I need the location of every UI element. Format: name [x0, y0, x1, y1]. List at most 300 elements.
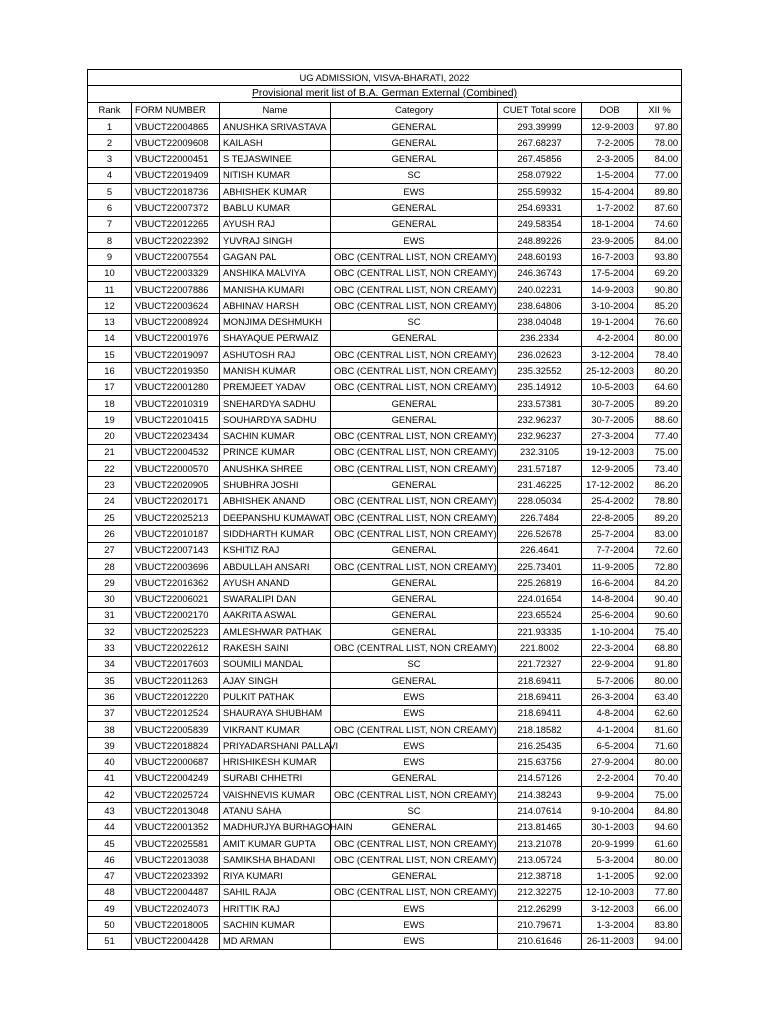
rank-cell: 44: [88, 819, 132, 835]
dob-cell: 6-5-2004: [582, 738, 638, 754]
xii-percent-cell: 75.40: [638, 624, 682, 640]
xii-percent-cell: 80.00: [638, 672, 682, 688]
dob-cell: 16-7-2003: [582, 249, 638, 265]
dob-cell: 30-7-2005: [582, 412, 638, 428]
rank-cell: 46: [88, 852, 132, 868]
name-cell: ANUSHKA SHREE: [220, 461, 331, 477]
rank-cell: 21: [88, 444, 132, 460]
rank-cell: 30: [88, 591, 132, 607]
form-number-cell: VBUCT22003624: [132, 298, 220, 314]
cuet-score-cell: 248.60193: [498, 249, 582, 265]
xii-percent-cell: 84.00: [638, 232, 682, 248]
table-row: [88, 558, 682, 574]
cuet-score-cell: 235.14912: [498, 379, 582, 395]
form-number-cell: VBUCT22004865: [132, 118, 220, 134]
cuet-score-cell: 258.07922: [498, 167, 582, 183]
name-cell: PULKIT PATHAK: [220, 689, 331, 705]
form-number-cell: VBUCT22000451: [132, 151, 220, 167]
dob-cell: 25-12-2003: [582, 363, 638, 379]
table-row: [88, 868, 682, 884]
xii-percent-cell: 83.00: [638, 526, 682, 542]
category-cell: OBC (CENTRAL LIST, NON CREAMY): [331, 787, 498, 803]
table-row: [88, 689, 682, 705]
name-cell: AYUSH RAJ: [220, 216, 331, 232]
form-number-cell: VBUCT22012524: [132, 705, 220, 721]
table-row: [88, 672, 682, 688]
col-header-xii-percent: XII %: [638, 102, 682, 118]
table-row: [88, 542, 682, 558]
cuet-score-cell: 214.57126: [498, 770, 582, 786]
dob-cell: 9-9-2004: [582, 787, 638, 803]
cuet-score-cell: 212.26299: [498, 901, 582, 917]
cuet-score-cell: 246.36743: [498, 265, 582, 281]
xii-percent-cell: 89.20: [638, 395, 682, 411]
dob-cell: 2-2-2004: [582, 770, 638, 786]
form-number-cell: VBUCT22003329: [132, 265, 220, 281]
cuet-score-cell: 225.73401: [498, 558, 582, 574]
form-number-cell: VBUCT22001352: [132, 819, 220, 835]
xii-percent-cell: 77.40: [638, 428, 682, 444]
cuet-score-cell: 221.72327: [498, 656, 582, 672]
form-number-cell: VBUCT22025223: [132, 624, 220, 640]
table-row: [88, 135, 682, 151]
xii-percent-cell: 91.80: [638, 656, 682, 672]
table-row: [88, 216, 682, 232]
column-header-row: [88, 102, 682, 118]
form-number-cell: VBUCT22004428: [132, 933, 220, 949]
form-number-cell: VBUCT22003696: [132, 558, 220, 574]
cuet-score-cell: 236.02623: [498, 347, 582, 363]
form-number-cell: VBUCT22025213: [132, 510, 220, 526]
category-cell: OBC (CENTRAL LIST, NON CREAMY): [331, 363, 498, 379]
table-row: [88, 738, 682, 754]
rank-cell: 36: [88, 689, 132, 705]
dob-cell: 25-6-2004: [582, 607, 638, 623]
name-cell: VIKRANT KUMAR: [220, 721, 331, 737]
table-row: [88, 265, 682, 281]
cuet-score-cell: 254.69331: [498, 200, 582, 216]
form-number-cell: VBUCT22017603: [132, 656, 220, 672]
xii-percent-cell: 92.00: [638, 868, 682, 884]
category-cell: OBC (CENTRAL LIST, NON CREAMY): [331, 444, 498, 460]
category-cell: OBC (CENTRAL LIST, NON CREAMY): [331, 884, 498, 900]
form-number-cell: VBUCT22025581: [132, 835, 220, 851]
category-cell: GENERAL: [331, 819, 498, 835]
dob-cell: 7-2-2005: [582, 135, 638, 151]
form-number-cell: VBUCT22006021: [132, 591, 220, 607]
form-number-cell: VBUCT22023392: [132, 868, 220, 884]
table-row: [88, 917, 682, 933]
rank-cell: 35: [88, 672, 132, 688]
name-cell: AYUSH ANAND: [220, 575, 331, 591]
form-number-cell: VBUCT22010415: [132, 412, 220, 428]
dob-cell: 25-4-2002: [582, 493, 638, 509]
merit-list-table: [87, 69, 682, 950]
name-cell: YUVRAJ SINGH: [220, 232, 331, 248]
form-number-cell: VBUCT22019350: [132, 363, 220, 379]
table-row: [88, 200, 682, 216]
xii-percent-cell: 66.00: [638, 901, 682, 917]
cuet-score-cell: 212.38718: [498, 868, 582, 884]
table-row: [88, 803, 682, 819]
name-cell: SHAYAQUE PERWAIZ: [220, 330, 331, 346]
rank-cell: 1: [88, 118, 132, 134]
dob-cell: 22-3-2004: [582, 640, 638, 656]
xii-percent-cell: 75.00: [638, 787, 682, 803]
table-row: [88, 705, 682, 721]
table-row: [88, 167, 682, 183]
dob-cell: 2-3-2005: [582, 151, 638, 167]
form-number-cell: VBUCT22012265: [132, 216, 220, 232]
cuet-score-cell: 228.05034: [498, 493, 582, 509]
cuet-score-cell: 213.21078: [498, 835, 582, 851]
xii-percent-cell: 75.00: [638, 444, 682, 460]
form-number-cell: VBUCT22002170: [132, 607, 220, 623]
table-row: [88, 298, 682, 314]
category-cell: OBC (CENTRAL LIST, NON CREAMY): [331, 298, 498, 314]
cuet-score-cell: 214.38243: [498, 787, 582, 803]
form-number-cell: VBUCT22007143: [132, 542, 220, 558]
xii-percent-cell: 81.60: [638, 721, 682, 737]
table-row: [88, 852, 682, 868]
xii-percent-cell: 80.00: [638, 754, 682, 770]
name-cell: SOUHARDYA SADHU: [220, 412, 331, 428]
category-cell: OBC (CENTRAL LIST, NON CREAMY): [331, 265, 498, 281]
name-cell: ABHINAV HARSH: [220, 298, 331, 314]
form-number-cell: VBUCT22024073: [132, 901, 220, 917]
category-cell: OBC (CENTRAL LIST, NON CREAMY): [331, 428, 498, 444]
category-cell: GENERAL: [331, 770, 498, 786]
cuet-score-cell: 255.59932: [498, 184, 582, 200]
form-number-cell: VBUCT22013038: [132, 852, 220, 868]
table-row: [88, 526, 682, 542]
table-row: [88, 510, 682, 526]
xii-percent-cell: 87.60: [638, 200, 682, 216]
rank-cell: 8: [88, 232, 132, 248]
name-cell: AMIT KUMAR GUPTA: [220, 835, 331, 851]
category-cell: GENERAL: [331, 591, 498, 607]
form-number-cell: VBUCT22007372: [132, 200, 220, 216]
dob-cell: 16-6-2004: [582, 575, 638, 591]
dob-cell: 17-5-2004: [582, 265, 638, 281]
table-row: [88, 314, 682, 330]
subheading-row: [88, 86, 682, 102]
name-cell: PREMJEET YADAV: [220, 379, 331, 395]
category-cell: OBC (CENTRAL LIST, NON CREAMY): [331, 558, 498, 574]
dob-cell: 7-7-2004: [582, 542, 638, 558]
category-cell: EWS: [331, 933, 498, 949]
xii-percent-cell: 94.00: [638, 933, 682, 949]
form-number-cell: VBUCT22004487: [132, 884, 220, 900]
dob-cell: 12-10-2003: [582, 884, 638, 900]
form-number-cell: VBUCT22012220: [132, 689, 220, 705]
category-cell: OBC (CENTRAL LIST, NON CREAMY): [331, 493, 498, 509]
rank-cell: 14: [88, 330, 132, 346]
xii-percent-cell: 71.60: [638, 738, 682, 754]
name-cell: ABHISHEK KUMAR: [220, 184, 331, 200]
table-row: [88, 819, 682, 835]
form-number-cell: VBUCT22007886: [132, 281, 220, 297]
table-row: [88, 591, 682, 607]
table-row: [88, 412, 682, 428]
table-row: [88, 118, 682, 134]
form-number-cell: VBUCT22000570: [132, 461, 220, 477]
cuet-score-cell: 233.57381: [498, 395, 582, 411]
form-number-cell: VBUCT22011263: [132, 672, 220, 688]
form-number-cell: VBUCT22007554: [132, 249, 220, 265]
category-cell: SC: [331, 803, 498, 819]
name-cell: AAKRITA ASWAL: [220, 607, 331, 623]
dob-cell: 4-2-2004: [582, 330, 638, 346]
name-cell: ABDULLAH ANSARI: [220, 558, 331, 574]
rank-cell: 3: [88, 151, 132, 167]
dob-cell: 11-9-2005: [582, 558, 638, 574]
table-row: [88, 624, 682, 640]
name-cell: ANSHIKA MALVIYA: [220, 265, 331, 281]
dob-cell: 12-9-2003: [582, 118, 638, 134]
xii-percent-cell: 86.20: [638, 477, 682, 493]
category-cell: OBC (CENTRAL LIST, NON CREAMY): [331, 281, 498, 297]
dob-cell: 4-1-2004: [582, 721, 638, 737]
table-row: [88, 721, 682, 737]
name-cell: SHUBHRA JOSHI: [220, 477, 331, 493]
name-cell: SAHIL RAJA: [220, 884, 331, 900]
col-header-dob: DOB: [582, 102, 638, 118]
rank-cell: 20: [88, 428, 132, 444]
table-row: [88, 754, 682, 770]
rank-cell: 39: [88, 738, 132, 754]
merit-list-body: [88, 118, 682, 949]
cuet-score-cell: 218.69411: [498, 689, 582, 705]
table-row: [88, 395, 682, 411]
dob-cell: 1-7-2002: [582, 200, 638, 216]
dob-cell: 1-5-2004: [582, 167, 638, 183]
xii-percent-cell: 74.60: [638, 216, 682, 232]
xii-percent-cell: 80.20: [638, 363, 682, 379]
rank-cell: 48: [88, 884, 132, 900]
xii-percent-cell: 84.80: [638, 803, 682, 819]
form-number-cell: VBUCT22025724: [132, 787, 220, 803]
rank-cell: 34: [88, 656, 132, 672]
cuet-score-cell: 226.52678: [498, 526, 582, 542]
dob-cell: 23-9-2005: [582, 232, 638, 248]
rank-cell: 24: [88, 493, 132, 509]
cuet-score-cell: 226.7484: [498, 510, 582, 526]
name-cell: SNEHARDYA SADHU: [220, 395, 331, 411]
dob-cell: 14-9-2003: [582, 281, 638, 297]
name-cell: RIYA KUMARI: [220, 868, 331, 884]
cuet-score-cell: 210.61646: [498, 933, 582, 949]
category-cell: GENERAL: [331, 624, 498, 640]
xii-percent-cell: 64.60: [638, 379, 682, 395]
category-cell: OBC (CENTRAL LIST, NON CREAMY): [331, 510, 498, 526]
dob-cell: 15-4-2004: [582, 184, 638, 200]
col-header-form-number: FORM NUMBER: [132, 102, 220, 118]
category-cell: EWS: [331, 901, 498, 917]
category-cell: EWS: [331, 689, 498, 705]
name-cell: SOUMILI MANDAL: [220, 656, 331, 672]
xii-percent-cell: 78.40: [638, 347, 682, 363]
name-cell: HRITTIK RAJ: [220, 901, 331, 917]
category-cell: GENERAL: [331, 118, 498, 134]
dob-cell: 22-9-2004: [582, 656, 638, 672]
category-cell: GENERAL: [331, 216, 498, 232]
dob-cell: 1-1-2005: [582, 868, 638, 884]
category-cell: OBC (CENTRAL LIST, NON CREAMY): [331, 461, 498, 477]
xii-percent-cell: 69.20: [638, 265, 682, 281]
rank-cell: 2: [88, 135, 132, 151]
xii-percent-cell: 90.60: [638, 607, 682, 623]
category-cell: GENERAL: [331, 135, 498, 151]
name-cell: SIDDHARTH KUMAR: [220, 526, 331, 542]
name-cell: MONJIMA DESHMUKH: [220, 314, 331, 330]
cuet-score-cell: 267.68237: [498, 135, 582, 151]
rank-cell: 29: [88, 575, 132, 591]
name-cell: KAILASH: [220, 135, 331, 151]
form-number-cell: VBUCT22009608: [132, 135, 220, 151]
name-cell: PRINCE KUMAR: [220, 444, 331, 460]
rank-cell: 40: [88, 754, 132, 770]
dob-cell: 19-1-2004: [582, 314, 638, 330]
dob-cell: 3-12-2003: [582, 901, 638, 917]
form-number-cell: VBUCT22008924: [132, 314, 220, 330]
table-row: [88, 607, 682, 623]
cuet-score-cell: 249.58354: [498, 216, 582, 232]
xii-percent-cell: 80.00: [638, 852, 682, 868]
category-cell: OBC (CENTRAL LIST, NON CREAMY): [331, 640, 498, 656]
category-cell: GENERAL: [331, 151, 498, 167]
form-number-cell: VBUCT22010319: [132, 395, 220, 411]
category-cell: OBC (CENTRAL LIST, NON CREAMY): [331, 379, 498, 395]
table-row: [88, 493, 682, 509]
cuet-score-cell: 214.07614: [498, 803, 582, 819]
form-number-cell: VBUCT22023434: [132, 428, 220, 444]
name-cell: SHAURAYA SHUBHAM: [220, 705, 331, 721]
rank-cell: 23: [88, 477, 132, 493]
xii-percent-cell: 62.60: [638, 705, 682, 721]
cuet-score-cell: 231.46225: [498, 477, 582, 493]
cuet-score-cell: 213.05724: [498, 852, 582, 868]
sheet-heading: UG ADMISSION, VISVA-BHARATI, 2022: [88, 70, 682, 86]
rank-cell: 19: [88, 412, 132, 428]
cuet-score-cell: 225.26819: [498, 575, 582, 591]
dob-cell: 9-10-2004: [582, 803, 638, 819]
category-cell: EWS: [331, 705, 498, 721]
form-number-cell: VBUCT22004532: [132, 444, 220, 460]
sheet-subheading: Provisional merit list of B.A. German External (Combined): [88, 86, 682, 102]
name-cell: ABHISHEK ANAND: [220, 493, 331, 509]
xii-percent-cell: 85.20: [638, 298, 682, 314]
category-cell: OBC (CENTRAL LIST, NON CREAMY): [331, 249, 498, 265]
cuet-score-cell: 267.45856: [498, 151, 582, 167]
category-cell: EWS: [331, 738, 498, 754]
cuet-score-cell: 226.4641: [498, 542, 582, 558]
rank-cell: 18: [88, 395, 132, 411]
xii-percent-cell: 94.60: [638, 819, 682, 835]
name-cell: HRISHIKESH KUMAR: [220, 754, 331, 770]
form-number-cell: VBUCT22010187: [132, 526, 220, 542]
category-cell: SC: [331, 167, 498, 183]
rank-cell: 4: [88, 167, 132, 183]
rank-cell: 42: [88, 787, 132, 803]
dob-cell: 10-5-2003: [582, 379, 638, 395]
cuet-score-cell: 238.04048: [498, 314, 582, 330]
xii-percent-cell: 89.80: [638, 184, 682, 200]
table-row: [88, 363, 682, 379]
cuet-score-cell: 240.02231: [498, 281, 582, 297]
name-cell: AJAY SINGH: [220, 672, 331, 688]
form-number-cell: VBUCT22001976: [132, 330, 220, 346]
name-cell: SAMIKSHA BHADANI: [220, 852, 331, 868]
xii-percent-cell: 93.80: [638, 249, 682, 265]
cuet-score-cell: 293.39999: [498, 118, 582, 134]
cuet-score-cell: 215.63756: [498, 754, 582, 770]
cuet-score-cell: 221.8002: [498, 640, 582, 656]
rank-cell: 50: [88, 917, 132, 933]
form-number-cell: VBUCT22018824: [132, 738, 220, 754]
table-row: [88, 787, 682, 803]
xii-percent-cell: 90.40: [638, 591, 682, 607]
category-cell: OBC (CENTRAL LIST, NON CREAMY): [331, 835, 498, 851]
table-row: [88, 249, 682, 265]
dob-cell: 25-7-2004: [582, 526, 638, 542]
category-cell: OBC (CENTRAL LIST, NON CREAMY): [331, 852, 498, 868]
form-number-cell: VBUCT22022392: [132, 232, 220, 248]
rank-cell: 27: [88, 542, 132, 558]
dob-cell: 1-10-2004: [582, 624, 638, 640]
name-cell: MADHURJYA BURHAGOHAIN: [220, 819, 331, 835]
xii-percent-cell: 77.00: [638, 167, 682, 183]
category-cell: GENERAL: [331, 477, 498, 493]
table-row: [88, 901, 682, 917]
category-cell: GENERAL: [331, 395, 498, 411]
table-row: [88, 444, 682, 460]
cuet-score-cell: 216.25435: [498, 738, 582, 754]
name-cell: PRIYADARSHANI PALLAVI: [220, 738, 331, 754]
form-number-cell: VBUCT22000687: [132, 754, 220, 770]
category-cell: GENERAL: [331, 330, 498, 346]
cuet-score-cell: 231.57187: [498, 461, 582, 477]
name-cell: SACHIN KUMAR: [220, 428, 331, 444]
xii-percent-cell: 68.80: [638, 640, 682, 656]
rank-cell: 6: [88, 200, 132, 216]
xii-percent-cell: 78.00: [638, 135, 682, 151]
form-number-cell: VBUCT22018005: [132, 917, 220, 933]
dob-cell: 30-7-2005: [582, 395, 638, 411]
rank-cell: 11: [88, 281, 132, 297]
form-number-cell: VBUCT22020171: [132, 493, 220, 509]
cuet-score-cell: 221.93335: [498, 624, 582, 640]
dob-cell: 3-12-2004: [582, 347, 638, 363]
name-cell: ATANU SAHA: [220, 803, 331, 819]
rank-cell: 7: [88, 216, 132, 232]
rank-cell: 26: [88, 526, 132, 542]
dob-cell: 19-12-2003: [582, 444, 638, 460]
name-cell: DEEPANSHU KUMAWAT: [220, 510, 331, 526]
cuet-score-cell: 224.01654: [498, 591, 582, 607]
name-cell: KSHITIZ RAJ: [220, 542, 331, 558]
rank-cell: 15: [88, 347, 132, 363]
name-cell: S TEJASWINEE: [220, 151, 331, 167]
cuet-score-cell: 235.32552: [498, 363, 582, 379]
table-row: [88, 770, 682, 786]
table-row: [88, 884, 682, 900]
dob-cell: 27-3-2004: [582, 428, 638, 444]
name-cell: RAKESH SAINI: [220, 640, 331, 656]
category-cell: OBC (CENTRAL LIST, NON CREAMY): [331, 526, 498, 542]
xii-percent-cell: 70.40: [638, 770, 682, 786]
category-cell: EWS: [331, 754, 498, 770]
